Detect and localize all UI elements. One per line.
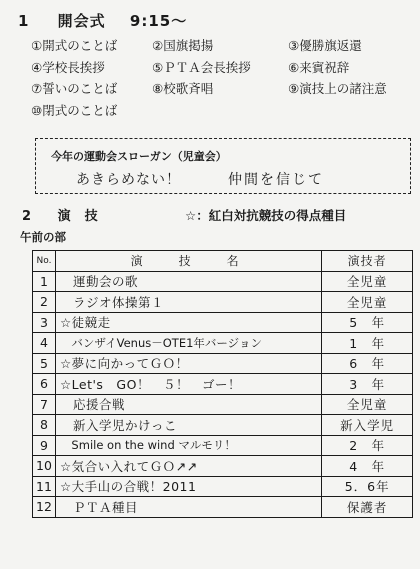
row-performer: 5．6年 bbox=[322, 476, 413, 497]
row-title: ＰＴＡ種目 bbox=[55, 497, 321, 518]
section2-heading bbox=[22, 205, 112, 224]
table-row bbox=[33, 415, 413, 436]
row-performer: 3 年 bbox=[322, 374, 413, 395]
ceremony-row bbox=[31, 58, 420, 80]
ceremony-row bbox=[31, 36, 420, 58]
row-no: 2 bbox=[33, 292, 56, 313]
row-performer: 全児童 bbox=[322, 271, 413, 292]
row-title: バンザイVenus－OTE1年バージョン bbox=[55, 333, 321, 354]
table-row bbox=[33, 353, 413, 374]
ceremony-item: ③優勝旗返還 bbox=[288, 38, 362, 53]
table-row bbox=[33, 312, 413, 333]
table-row bbox=[33, 435, 413, 456]
row-performer: 保護者 bbox=[322, 497, 413, 518]
row-title: ☆徒競走 bbox=[55, 312, 321, 333]
row-title: 運動会の歌 bbox=[55, 271, 321, 292]
row-title: Smile on the wind マルモリ！ bbox=[55, 435, 321, 456]
ceremony-item: ⑩閉式のことば bbox=[31, 102, 118, 118]
section1-number: 1 bbox=[18, 12, 30, 30]
slogan-title: 今年の運動会スローガン（児童会） bbox=[51, 150, 227, 163]
row-performer: 2 年 bbox=[322, 435, 413, 456]
row-performer: 4 年 bbox=[322, 456, 413, 477]
row-performer: 6 年 bbox=[322, 353, 413, 374]
row-title: ☆大手山の合戦！2011 bbox=[55, 476, 321, 497]
row-title: ☆夢に向かってＧＯ！ bbox=[55, 353, 321, 374]
ceremony-item: ④学校長挨拶 bbox=[31, 59, 105, 75]
row-performer: 全児童 bbox=[322, 292, 413, 313]
ceremony-row bbox=[31, 79, 420, 101]
table-row bbox=[33, 333, 413, 354]
slogan-part2: 仲間を信じて bbox=[228, 172, 324, 188]
header-performer: 演技者 bbox=[322, 251, 413, 272]
row-no: 10 bbox=[33, 456, 56, 477]
ceremony-item: ②国旗掲揚 bbox=[152, 38, 214, 53]
section1-heading bbox=[18, 10, 187, 31]
row-performer: 全児童 bbox=[322, 394, 413, 415]
header-title: 演 技 名 bbox=[55, 251, 321, 272]
ceremony-item: ⑧校歌斉唱 bbox=[152, 81, 214, 96]
row-performer: 新入学児 bbox=[322, 415, 413, 436]
table-header-row bbox=[33, 251, 413, 272]
row-no: 11 bbox=[33, 476, 56, 497]
table-row bbox=[33, 476, 413, 497]
row-performer: 1 年 bbox=[322, 333, 413, 354]
row-no: 6 bbox=[33, 374, 56, 395]
slogan-box bbox=[35, 138, 411, 194]
row-no: 4 bbox=[33, 333, 56, 354]
row-performer: 5 年 bbox=[322, 312, 413, 333]
table-row bbox=[33, 271, 413, 292]
table-row bbox=[33, 497, 413, 518]
ceremony-item: ⑤ＰＴＡ会長挨拶 bbox=[152, 59, 251, 75]
section2-title: 演技 bbox=[57, 209, 112, 224]
table-row bbox=[33, 292, 413, 313]
section1-title: 開会式 bbox=[57, 12, 106, 30]
table-row bbox=[33, 394, 413, 415]
row-no: 9 bbox=[33, 435, 56, 456]
ceremony-item: ⑥来賓祝辞 bbox=[288, 59, 350, 75]
ceremony-row bbox=[31, 101, 420, 123]
session-label: 午前の部 bbox=[20, 230, 66, 244]
row-title: ☆気合い入れてＧＯ↗↗ bbox=[55, 456, 321, 477]
row-title: ラジオ体操第１ bbox=[55, 292, 321, 313]
section1-time: 9:15〜 bbox=[129, 12, 188, 30]
section2-number: 2 bbox=[22, 209, 32, 224]
row-title: 応援合戦 bbox=[55, 394, 321, 415]
table-row bbox=[33, 456, 413, 477]
row-no: 3 bbox=[33, 312, 56, 333]
ceremony-program bbox=[31, 36, 420, 122]
row-no: 7 bbox=[33, 394, 56, 415]
row-no: 1 bbox=[33, 271, 56, 292]
row-title: ☆Let's GO！ ５！ ゴー！ bbox=[55, 374, 321, 395]
program-table bbox=[32, 250, 413, 518]
row-no: 5 bbox=[33, 353, 56, 374]
ceremony-item: ①開式のことば bbox=[31, 38, 118, 53]
table-row bbox=[33, 374, 413, 395]
row-no: 12 bbox=[33, 497, 56, 518]
header-no: No. bbox=[33, 251, 56, 272]
ceremony-item: ⑨演技上の諸注意 bbox=[288, 81, 387, 96]
ceremony-item: ⑦誓いのことば bbox=[31, 81, 118, 96]
slogan-part1: あきらめない！ bbox=[76, 172, 181, 188]
row-title: 新入学児かけっこ bbox=[55, 415, 321, 436]
row-no: 8 bbox=[33, 415, 56, 436]
legend-note: ☆：紅白対抗競技の得点種目 bbox=[185, 208, 347, 223]
